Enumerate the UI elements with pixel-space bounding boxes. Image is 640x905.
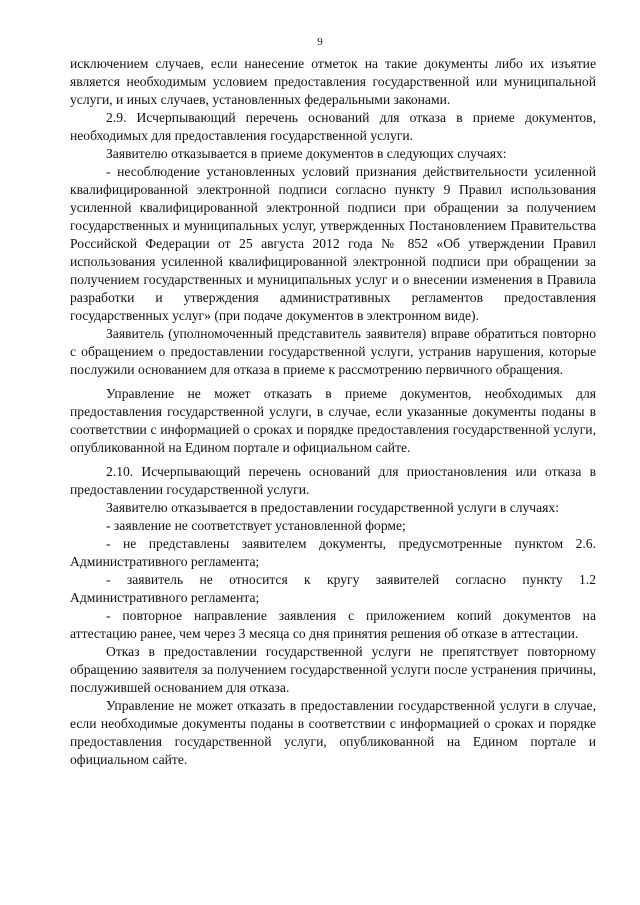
paragraph-section-2-9-heading: 2.9. Исчерпывающий перечень оснований для отказа в приеме документов, необходимых для предоставления государственной услуги.	[70, 110, 596, 143]
paragraph-section-2-10-heading: 2.10. Исчерпывающий перечень оснований для приостановления или отказа в предоставлении государственной услуги.	[70, 464, 596, 497]
paragraph-refusal-intro: Заявителю отказывается в приеме документов в следующих случаях:	[106, 146, 507, 161]
paragraph-no-refusal-documents: Управление не может отказать в приеме документов, необходимых для предоставления государственной услуги, в случае, если указанные документы поданы в соответствии с информацией о сроках и порядке предоставления государственной услуги, опубликованной на Едином портале и официальном сайте.	[70, 386, 596, 455]
document-body	[70, 55, 596, 769]
paragraph-no-refusal-service: Управление не может отказать в предоставлении государственной услуги в случае, если необходимые документы поданы в соответствии с информацией о сроках и порядке предоставления государственной услуги, опубликованной на Едином портале и официальном сайте.	[70, 698, 596, 767]
list-item-repeat-submission: - повторное направление заявления с приложением копий документов на аттестацию ранее, чем через 3 месяца со дня принятия решения об отказе в аттестации.	[70, 608, 596, 641]
paragraph-refusal-cases-intro: Заявителю отказывается в предоставлении государственной услуги в случаях:	[106, 500, 560, 515]
paragraph-continuation: исключением случаев, если нанесение отметок на такие документы либо их изъятие является необходимым условием предоставления государственной или муниципальной услуги, и иных случаев, установленных федеральными законами.	[70, 56, 596, 107]
list-item-not-eligible: - заявитель не относится к кругу заявителей согласно пункту 1.2 Административного регламента;	[70, 572, 596, 605]
paragraph-repeat-application: Заявитель (уполномоченный представитель заявителя) вправе обратиться повторно с обращением о предоставлении государственной услуги, устранив нарушения, которые послужили основанием для отказа в приеме к рассмотрению первичного обращения.	[70, 326, 596, 377]
paragraph-refusal-not-barrier: Отказ в предоставлении государственной услуги не препятствует повторному обращению заявителя за получением государственной услуги после устранения причины, послужившей основанием для отказа.	[70, 644, 596, 695]
list-item-missing-documents: - не представлены заявителем документы, предусмотренные пунктом 2.6. Административного регламента;	[70, 536, 596, 569]
list-item-form-mismatch: - заявление не соответствует установленной форме;	[106, 518, 406, 533]
paragraph-signature-condition: - несоблюдение установленных условий признания действительности усиленной квалифицированной электронной подписи согласно пункту 9 Правил использования усиленной квалифицированной электронной подписи при обращении за получением государственных и муниципальных услуг, утвержденных Постановлением Правительства Российской Федерации от 25 августа 2012 года № 852 «Об утверждении Правил использования усиленной квалифицированной электронной подписи при обращении за получением государственных и муниципальных услуг и о внесении изменения в Правила разработки и утверждения административных регламентов предоставления государственных услуг» (при подаче документов в электронном виде).	[70, 164, 596, 323]
page-number: 9	[317, 36, 323, 48]
